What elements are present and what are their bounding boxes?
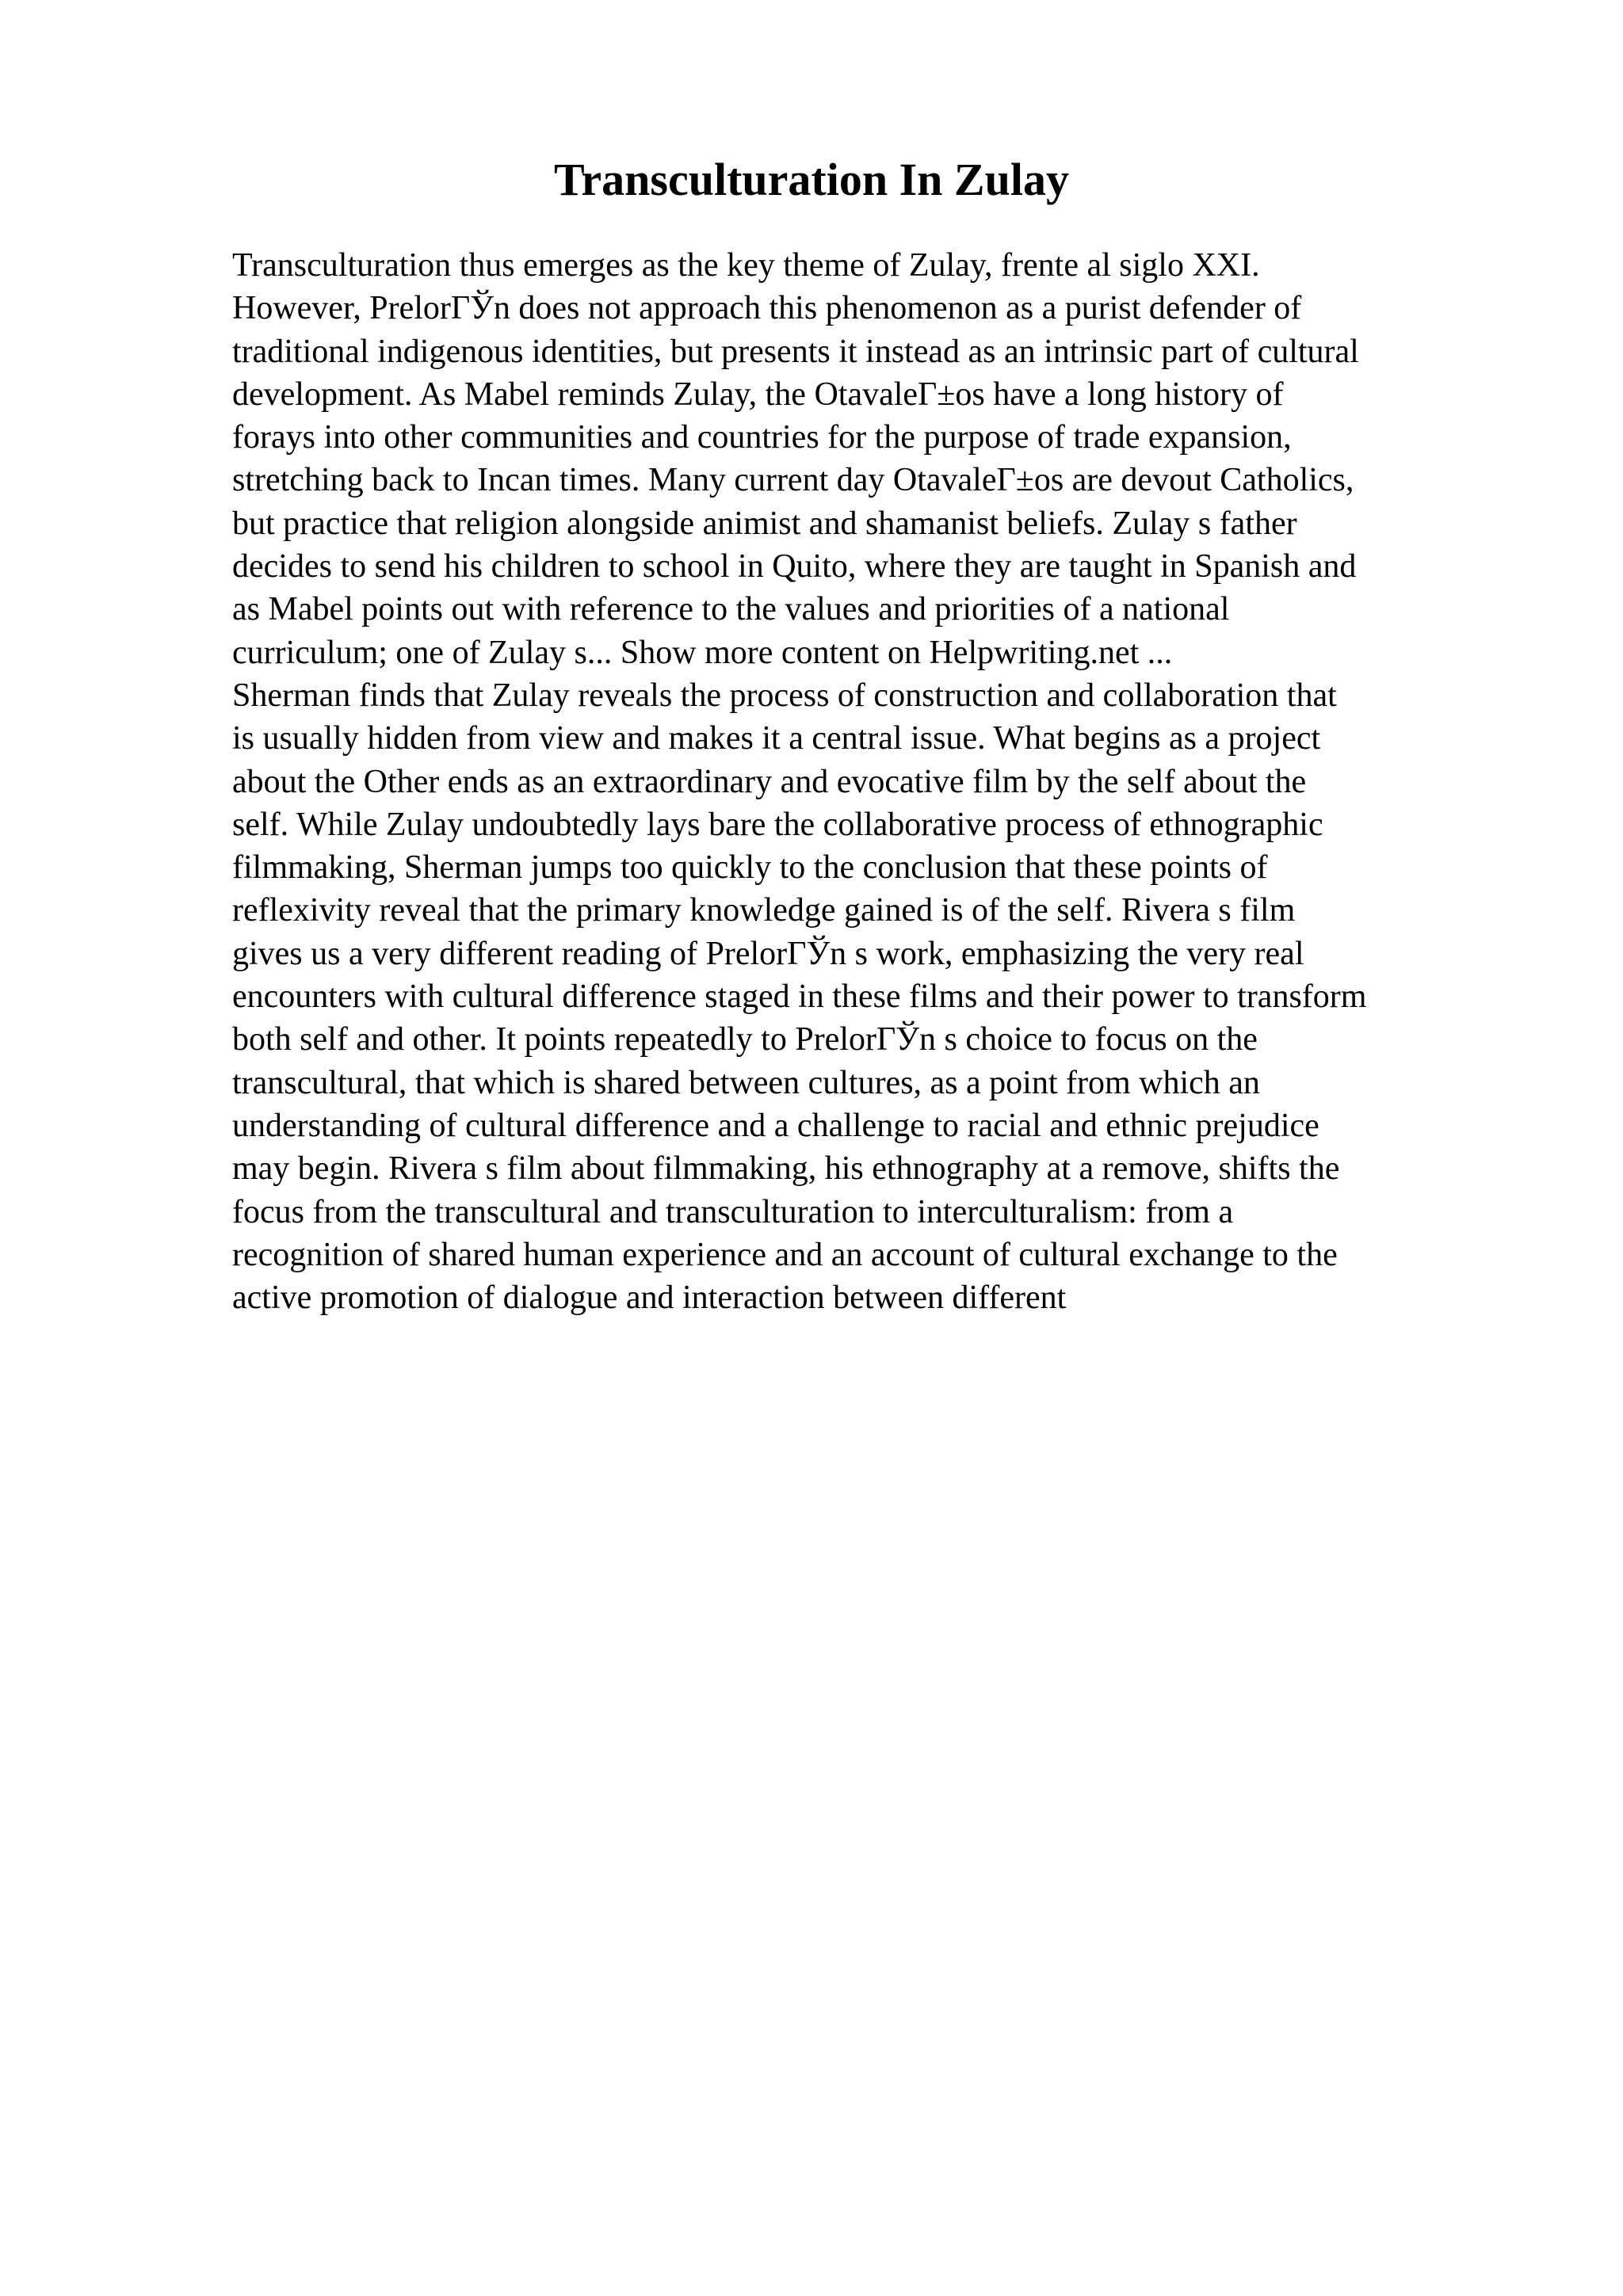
body-line: as Mabel points out with reference to the values and priorities of a national <box>232 591 1230 628</box>
body-line: filmmaking, Sherman jumps too quickly to the conclusion that these points of <box>232 849 1268 887</box>
body-line: encounters with cultural difference staged in these films and their power to transform <box>232 978 1367 1016</box>
body-line: active promotion of dialogue and interaction between different <box>232 1280 1067 1317</box>
body-line: both self and other. It points repeatedly to PrelorΓЎn s choice to focus on the <box>232 1021 1258 1058</box>
body-line: recognition of shared human experience and an account of cultural exchange to the <box>232 1236 1338 1273</box>
body-line: is usually hidden from view and makes it a central issue. What begins as a project <box>232 720 1321 757</box>
body-line: forays into other communities and countries for the purpose of trade expansion, <box>232 419 1292 456</box>
body-line: but practice that religion alongside animist and shamanist beliefs. Zulay s father <box>232 505 1297 542</box>
document-title: Transculturation In Zulay <box>554 154 1069 205</box>
body-line: may begin. Rivera s film about filmmaking, his ethnography at a remove, shifts the <box>232 1150 1340 1188</box>
body-line: focus from the transcultural and transculturation to interculturalism: from a <box>232 1193 1234 1230</box>
body-line: transcultural, that which is shared between cultures, as a point from which an <box>232 1064 1260 1101</box>
document-body <box>232 244 1500 1319</box>
body-line: Sherman finds that Zulay reveals the process of construction and collaboration that <box>232 677 1337 714</box>
body-line: development. As Mabel reminds Zulay, the OtavaleΓ±os have a long history of <box>232 376 1284 413</box>
body-line: understanding of cultural difference and a challenge to racial and ethnic prejudice <box>232 1107 1319 1144</box>
body-line: stretching back to Incan times. Many current day OtavaleΓ±os are devout Catholics, <box>232 462 1354 499</box>
body-line: gives us a very different reading of PrelorΓЎn s work, emphasizing the very real <box>232 935 1304 972</box>
body-line: self. While Zulay undoubtedly lays bare the collaborative process of ethnographic <box>232 806 1323 843</box>
body-line: reflexivity reveal that the primary knowledge gained is of the self. Rivera s film <box>232 892 1296 929</box>
body-line: traditional indigenous identities, but presents it instead as an intrinsic part of cultural <box>232 333 1359 370</box>
body-line: decides to send his children to school in Quito, where they are taught in Spanish and <box>232 548 1357 585</box>
body-line: However, PrelorΓЎn does not approach this phenomenon as a purist defender of <box>232 290 1302 327</box>
body-line: curriculum; one of Zulay s... Show more content on Helpwriting.net ... <box>232 634 1173 671</box>
body-line: Transculturation thus emerges as the key theme of Zulay, frente al siglo XXI. <box>232 247 1260 284</box>
body-line: about the Other ends as an extraordinary and evocative film by the self about the <box>232 763 1307 800</box>
